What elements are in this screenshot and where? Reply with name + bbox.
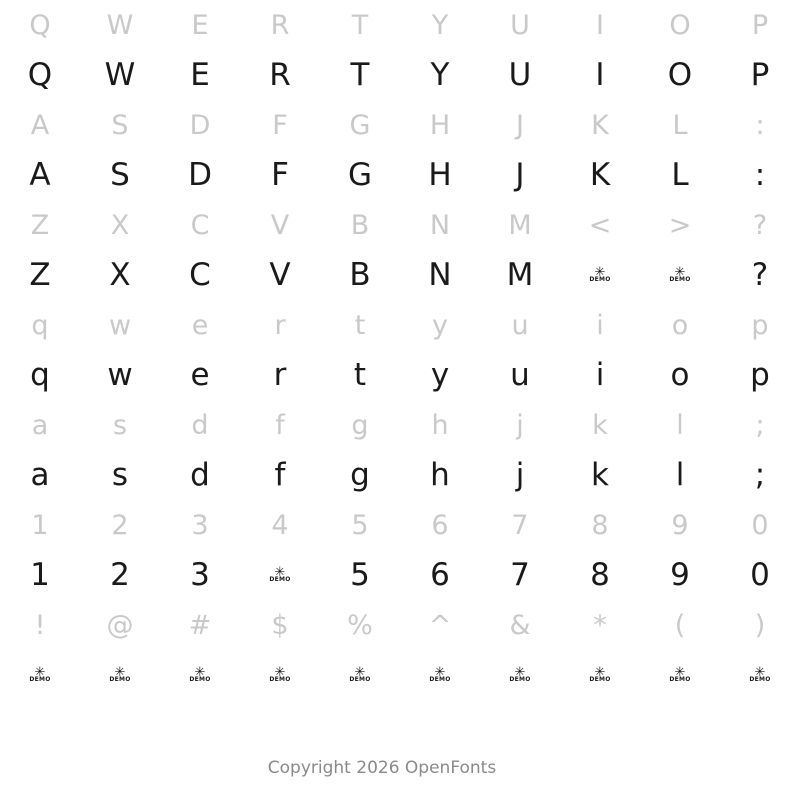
demo-petals-icon: ✳ xyxy=(434,664,446,680)
glyph-cell: r xyxy=(273,356,287,393)
demo-petals-icon: ✳ xyxy=(514,664,526,680)
glyph-cell: P xyxy=(751,9,769,41)
glyph-cell: K xyxy=(589,156,611,193)
glyph-cell: Y xyxy=(431,9,449,41)
glyph-cell: : xyxy=(754,156,766,193)
demo-watermark-icon xyxy=(509,664,531,684)
glyph-cell: X xyxy=(110,209,130,241)
glyph-cell: W xyxy=(106,9,134,41)
copyright-notice: Copyright 2026 OpenFonts xyxy=(267,758,497,778)
glyph-cell: U xyxy=(510,9,530,41)
glyph-cell: D xyxy=(189,109,211,141)
glyph-cell xyxy=(240,650,320,700)
glyph-cell: ! xyxy=(34,609,46,641)
glyph-cell xyxy=(160,650,240,700)
glyph-cell: e xyxy=(190,356,210,393)
glyph-cell: M xyxy=(506,256,534,293)
glyph-cell: < xyxy=(588,209,612,241)
glyph-cell xyxy=(640,250,720,300)
glyph-cell: j xyxy=(516,409,524,441)
glyph-cell: i xyxy=(595,356,605,393)
demo-watermark-icon xyxy=(589,264,611,284)
demo-petals-icon: ✳ xyxy=(674,664,686,680)
glyph-cell: r xyxy=(274,309,286,341)
demo-label: DEMO xyxy=(349,676,371,684)
glyph-cell xyxy=(240,550,320,600)
glyph-cell: C xyxy=(190,209,210,241)
demo-label: DEMO xyxy=(589,676,611,684)
glyph-cell: l xyxy=(675,456,685,493)
glyph-cell: a xyxy=(31,409,49,441)
demo-watermark-icon xyxy=(109,664,131,684)
glyph-cell: q xyxy=(31,309,49,341)
glyph-cell: s xyxy=(112,409,128,441)
glyph-cell: L xyxy=(671,156,689,193)
glyph-cell: i xyxy=(596,309,604,341)
glyph-cell: O xyxy=(669,9,691,41)
demo-watermark-icon xyxy=(269,564,291,584)
glyph-cell: ( xyxy=(674,609,686,641)
glyph-cell xyxy=(640,650,720,700)
glyph-cell: S xyxy=(111,109,129,141)
demo-watermark-icon xyxy=(589,664,611,684)
glyph-cell: 5 xyxy=(351,509,369,541)
glyph-cell: H xyxy=(429,109,451,141)
glyph-cell: p xyxy=(751,309,769,341)
glyph-cell: J xyxy=(516,109,524,141)
glyph-cell: t xyxy=(353,356,367,393)
demo-petals-icon: ✳ xyxy=(114,664,126,680)
glyph-cell: U xyxy=(508,56,532,93)
glyph-cell: Q xyxy=(29,9,51,41)
demo-watermark-icon xyxy=(669,664,691,684)
glyph-cell: T xyxy=(350,56,370,93)
glyph-cell: ; xyxy=(755,409,765,441)
glyph-cell xyxy=(560,250,640,300)
demo-label: DEMO xyxy=(109,676,131,684)
glyph-cell: B xyxy=(349,256,371,293)
demo-label: DEMO xyxy=(589,276,611,284)
demo-petals-icon: ✳ xyxy=(194,664,206,680)
demo-watermark-icon xyxy=(189,664,211,684)
glyph-cell: y xyxy=(430,356,450,393)
glyph-cell xyxy=(80,650,160,700)
glyph-cell: H xyxy=(428,156,452,193)
glyph-cell: j xyxy=(515,456,525,493)
glyph-cell: P xyxy=(750,56,770,93)
glyph-cell: l xyxy=(676,409,684,441)
glyph-cell: u xyxy=(510,356,530,393)
glyph-cell xyxy=(320,650,400,700)
glyph-cell: Q xyxy=(27,56,53,93)
glyph-cell: d xyxy=(191,409,209,441)
demo-petals-icon: ✳ xyxy=(594,664,606,680)
glyph-cell: 7 xyxy=(510,556,530,593)
glyph-cell: > xyxy=(668,209,692,241)
glyph-cell: C xyxy=(189,256,211,293)
glyph-cell: W xyxy=(104,56,136,93)
glyph-cell: N xyxy=(428,256,452,293)
glyph-cell: Z xyxy=(30,209,50,241)
glyph-cell: G xyxy=(349,109,371,141)
glyph-cell: d xyxy=(190,456,210,493)
glyph-cell: F xyxy=(271,156,289,193)
glyph-cell: h xyxy=(430,456,450,493)
glyph-cell: V xyxy=(270,209,290,241)
glyph-cell: S xyxy=(110,156,130,193)
glyph-cell: w xyxy=(108,309,132,341)
glyph-cell: I xyxy=(595,56,605,93)
glyph-cell: ? xyxy=(752,209,768,241)
demo-watermark-icon xyxy=(749,664,771,684)
glyph-cell: D xyxy=(188,156,212,193)
glyph-cell: k xyxy=(592,409,608,441)
glyph-cell: # xyxy=(188,609,212,641)
demo-label: DEMO xyxy=(669,276,691,284)
demo-label: DEMO xyxy=(189,676,211,684)
glyph-cell: B xyxy=(350,209,370,241)
glyph-cell: T xyxy=(351,9,369,41)
glyph-cell: p xyxy=(750,356,770,393)
glyph-cell: h xyxy=(431,409,449,441)
glyph-cell: A xyxy=(29,156,51,193)
glyph-cell: I xyxy=(596,9,604,41)
glyph-cell: 9 xyxy=(670,556,690,593)
demo-watermark-icon xyxy=(349,664,371,684)
glyph-cell: 3 xyxy=(190,556,210,593)
glyph-cell: R xyxy=(269,56,291,93)
glyph-cell: $ xyxy=(271,609,289,641)
glyph-cell: R xyxy=(270,9,290,41)
glyph-cell: 7 xyxy=(511,509,529,541)
glyph-cell: 3 xyxy=(191,509,209,541)
glyph-cell: y xyxy=(432,309,448,341)
demo-watermark-icon xyxy=(429,664,451,684)
glyph-cell: 1 xyxy=(30,556,50,593)
glyph-cell: @ xyxy=(106,609,134,641)
glyph-cell: w xyxy=(107,356,133,393)
glyph-cell: * xyxy=(593,609,607,641)
glyph-cell: J xyxy=(515,156,525,193)
glyph-cell: a xyxy=(30,456,50,493)
glyph-cell: 4 xyxy=(271,509,289,541)
glyph-cell: 0 xyxy=(750,556,770,593)
demo-petals-icon: ✳ xyxy=(354,664,366,680)
glyph-cell: X xyxy=(109,256,131,293)
glyph-cell: e xyxy=(191,309,209,341)
glyph-cell: u xyxy=(511,309,529,341)
demo-petals-icon: ✳ xyxy=(274,564,286,580)
glyph-cell: 6 xyxy=(430,556,450,593)
demo-watermark-icon xyxy=(269,664,291,684)
glyph-cell: t xyxy=(354,309,366,341)
glyph-cell: 9 xyxy=(671,509,689,541)
demo-label: DEMO xyxy=(269,676,291,684)
glyph-cell: : xyxy=(755,109,765,141)
glyph-cell: g xyxy=(350,456,370,493)
glyph-cell: K xyxy=(591,109,609,141)
glyph-cell: s xyxy=(111,456,129,493)
demo-petals-icon: ✳ xyxy=(34,664,46,680)
glyph-cell: M xyxy=(508,209,532,241)
glyph-cell: ) xyxy=(754,609,766,641)
glyph-cell: f xyxy=(275,409,285,441)
glyph-cell: 0 xyxy=(751,509,769,541)
demo-petals-icon: ✳ xyxy=(274,664,286,680)
glyph-cell xyxy=(560,650,640,700)
glyph-cell: 8 xyxy=(590,556,610,593)
demo-label: DEMO xyxy=(29,676,51,684)
glyph-cell: 2 xyxy=(110,556,130,593)
glyph-cell: N xyxy=(429,209,451,241)
glyph-cell: g xyxy=(351,409,369,441)
glyph-cell: E xyxy=(191,9,209,41)
glyph-cell: o xyxy=(671,309,689,341)
glyph-cell xyxy=(480,650,560,700)
glyph-cell xyxy=(400,650,480,700)
glyph-cell: f xyxy=(274,456,286,493)
demo-label: DEMO xyxy=(669,676,691,684)
glyph-cell: 1 xyxy=(31,509,49,541)
glyph-cell: E xyxy=(190,56,210,93)
glyph-cell: L xyxy=(672,109,688,141)
glyph-cell: ? xyxy=(751,256,769,293)
glyph-cell: k xyxy=(591,456,609,493)
demo-watermark-icon xyxy=(669,264,691,284)
glyph-cell: V xyxy=(269,256,291,293)
glyph-cell: 2 xyxy=(111,509,129,541)
glyph-cell: 5 xyxy=(350,556,370,593)
glyph-cell: F xyxy=(272,109,288,141)
demo-label: DEMO xyxy=(429,676,451,684)
glyph-cell: o xyxy=(670,356,690,393)
glyph-cell xyxy=(720,650,800,700)
glyph-cell: & xyxy=(509,609,531,641)
demo-label: DEMO xyxy=(509,676,531,684)
demo-label: DEMO xyxy=(749,676,771,684)
glyph-cell: q xyxy=(30,356,50,393)
glyph-cell: Z xyxy=(29,256,51,293)
glyph-cell xyxy=(0,650,80,700)
glyph-cell: A xyxy=(30,109,50,141)
glyph-cell: O xyxy=(667,56,693,93)
glyph-cell: ^ xyxy=(428,609,452,641)
demo-petals-icon: ✳ xyxy=(754,664,766,680)
glyph-cell: % xyxy=(347,609,373,641)
demo-watermark-icon xyxy=(29,664,51,684)
glyph-cell: 8 xyxy=(591,509,609,541)
glyph-cell: Y xyxy=(430,56,450,93)
demo-label: DEMO xyxy=(269,576,291,584)
glyph-cell: ; xyxy=(754,456,766,493)
glyph-cell: 6 xyxy=(431,509,449,541)
demo-petals-icon: ✳ xyxy=(594,264,606,280)
demo-petals-icon: ✳ xyxy=(674,264,686,280)
glyph-cell: G xyxy=(347,156,373,193)
